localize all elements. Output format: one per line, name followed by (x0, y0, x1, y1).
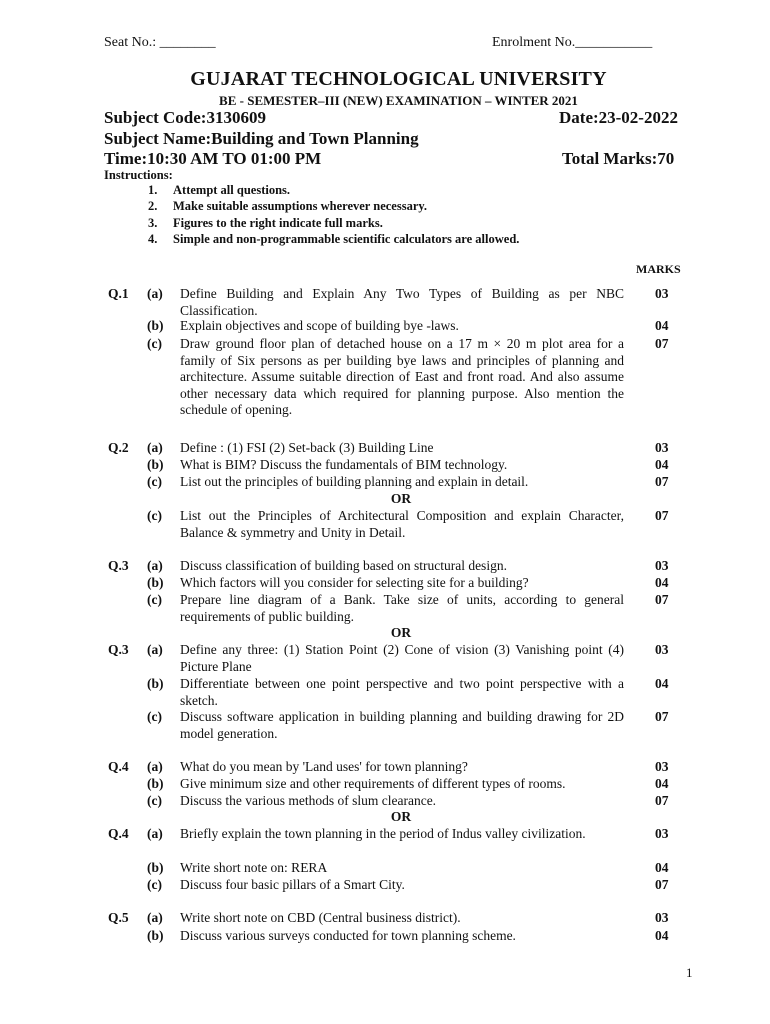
instruction-item: 3. Figures to the right indicate full marks. (148, 216, 383, 230)
question-text: List out the Principles of Architectural Composition and explain Character, Balance & symmetry and Unity in Detail. (180, 508, 624, 540)
part-label: (a) (147, 910, 163, 925)
or-separator: OR (390, 625, 412, 640)
part-label: (c) (147, 336, 162, 351)
part-label: (c) (147, 474, 162, 489)
part-label: (a) (147, 759, 163, 774)
marks-value: 04 (655, 928, 669, 943)
marks-value: 07 (655, 336, 669, 351)
part-label: (c) (147, 709, 162, 724)
marks-value: 07 (655, 709, 669, 724)
marks-value: 03 (655, 558, 669, 573)
question-text: Discuss software application in building planning and building drawing for 2D model generation. (180, 709, 624, 741)
marks-value: 03 (655, 286, 669, 301)
part-label: (a) (147, 826, 163, 841)
exam-time: Time:10:30 AM TO 01:00 PM (104, 149, 322, 168)
question-text: Draw ground floor plan of detached house on a 17 m × 20 m plot area for a family of Six persons as per building bye laws and principles of planning and architecture. Assume suitable direction of East and front road. And also assume other necessary data which required for planning purpose. Also mention the schedule of opening. (180, 336, 624, 418)
question-number: Q.3 (108, 558, 129, 573)
instructions-heading: Instructions: (104, 168, 173, 182)
or-separator: OR (390, 491, 412, 506)
question-text: Explain objectives and scope of building bye -laws. (180, 318, 459, 333)
subject-code: Subject Code:3130609 (104, 108, 266, 127)
question-text: Write short note on: RERA (180, 860, 328, 875)
question-number: Q.4 (108, 826, 129, 841)
question-text: Define any three: (1) Station Point (2) Cone of vision (3) Vanishing point (4) Picture Plane (180, 642, 624, 674)
question-text: Define : (1) FSI (2) Set-back (3) Building Line (180, 440, 434, 455)
part-label: (a) (147, 286, 163, 301)
question-text: Discuss various surveys conducted for town planning scheme. (180, 928, 516, 943)
instruction-item: 4. Simple and non-programmable scientific calculators are allowed. (148, 232, 520, 246)
or-separator: OR (390, 809, 412, 824)
marks-value: 07 (655, 877, 669, 892)
question-text: Discuss the various methods of slum clearance. (180, 793, 437, 808)
part-label: (b) (147, 457, 164, 472)
question-number: Q.5 (108, 910, 129, 925)
part-label: (b) (147, 776, 164, 791)
part-label: (c) (147, 508, 162, 523)
marks-value: 04 (655, 457, 669, 472)
total-marks: Total Marks:70 (562, 149, 675, 168)
instruction-item: 2. Make suitable assumptions wherever necessary. (148, 199, 428, 213)
question-text: What do you mean by 'Land uses' for town planning? (180, 759, 468, 774)
marks-value: 07 (655, 592, 669, 607)
question-text: Differentiate between one point perspective and two point perspective with a sketch. (180, 676, 624, 708)
part-label: (b) (147, 575, 164, 590)
marks-value: 04 (655, 676, 669, 691)
marks-heading: MARKS (636, 262, 681, 276)
question-text: Discuss classification of building based on structural design. (180, 558, 507, 573)
exam-date: Date:23-02-2022 (559, 108, 678, 127)
question-number: Q.1 (108, 286, 129, 301)
part-label: (b) (147, 860, 164, 875)
question-number: Q.2 (108, 440, 129, 455)
question-text: Define Building and Explain Any Two Types of Building as per NBC Classification. (180, 286, 624, 318)
university-title: GUJARAT TECHNOLOGICAL UNIVERSITY (190, 68, 607, 90)
seat-no: Seat No.: ________ (104, 35, 216, 50)
marks-value: 03 (655, 759, 669, 774)
question-text: Briefly explain the town planning in the period of Indus valley civilization. (180, 826, 586, 841)
part-label: (b) (147, 318, 164, 333)
part-label: (c) (147, 793, 162, 808)
enrolment-no: Enrolment No.___________ (492, 35, 653, 50)
part-label: (a) (147, 558, 163, 573)
part-label: (a) (147, 642, 163, 657)
exam-title: BE - SEMESTER–III (NEW) EXAMINATION – WINTER 2021 (219, 93, 578, 108)
question-text: Write short note on CBD (Central business district). (180, 910, 461, 925)
question-text: What is BIM? Discuss the fundamentals of BIM technology. (180, 457, 508, 472)
marks-value: 03 (655, 642, 669, 657)
question-text: Prepare line diagram of a Bank. Take size of units, according to general requirements of public building. (180, 592, 624, 624)
part-label: (c) (147, 592, 162, 607)
marks-value: 03 (655, 910, 669, 925)
marks-value: 04 (655, 860, 669, 875)
instruction-item: 1. Attempt all questions. (148, 183, 291, 197)
marks-value: 03 (655, 440, 669, 455)
marks-value: 04 (655, 318, 669, 333)
subject-name: Subject Name:Building and Town Planning (104, 129, 419, 148)
question-text: List out the principles of building planning and explain in detail. (180, 474, 529, 489)
marks-value: 04 (655, 776, 669, 791)
marks-value: 04 (655, 575, 669, 590)
part-label: (b) (147, 928, 164, 943)
marks-value: 07 (655, 508, 669, 523)
question-number: Q.4 (108, 759, 129, 774)
marks-value: 03 (655, 826, 669, 841)
part-label: (b) (147, 676, 164, 691)
part-label: (a) (147, 440, 163, 455)
question-text: Which factors will you consider for selecting site for a building? (180, 575, 529, 590)
marks-value: 07 (655, 474, 669, 489)
marks-value: 07 (655, 793, 669, 808)
part-label: (c) (147, 877, 162, 892)
question-text: Give minimum size and other requirements of different types of rooms. (180, 776, 566, 791)
question-text: Discuss four basic pillars of a Smart City. (180, 877, 405, 892)
page-number: 1 (686, 965, 693, 980)
question-number: Q.3 (108, 642, 129, 657)
